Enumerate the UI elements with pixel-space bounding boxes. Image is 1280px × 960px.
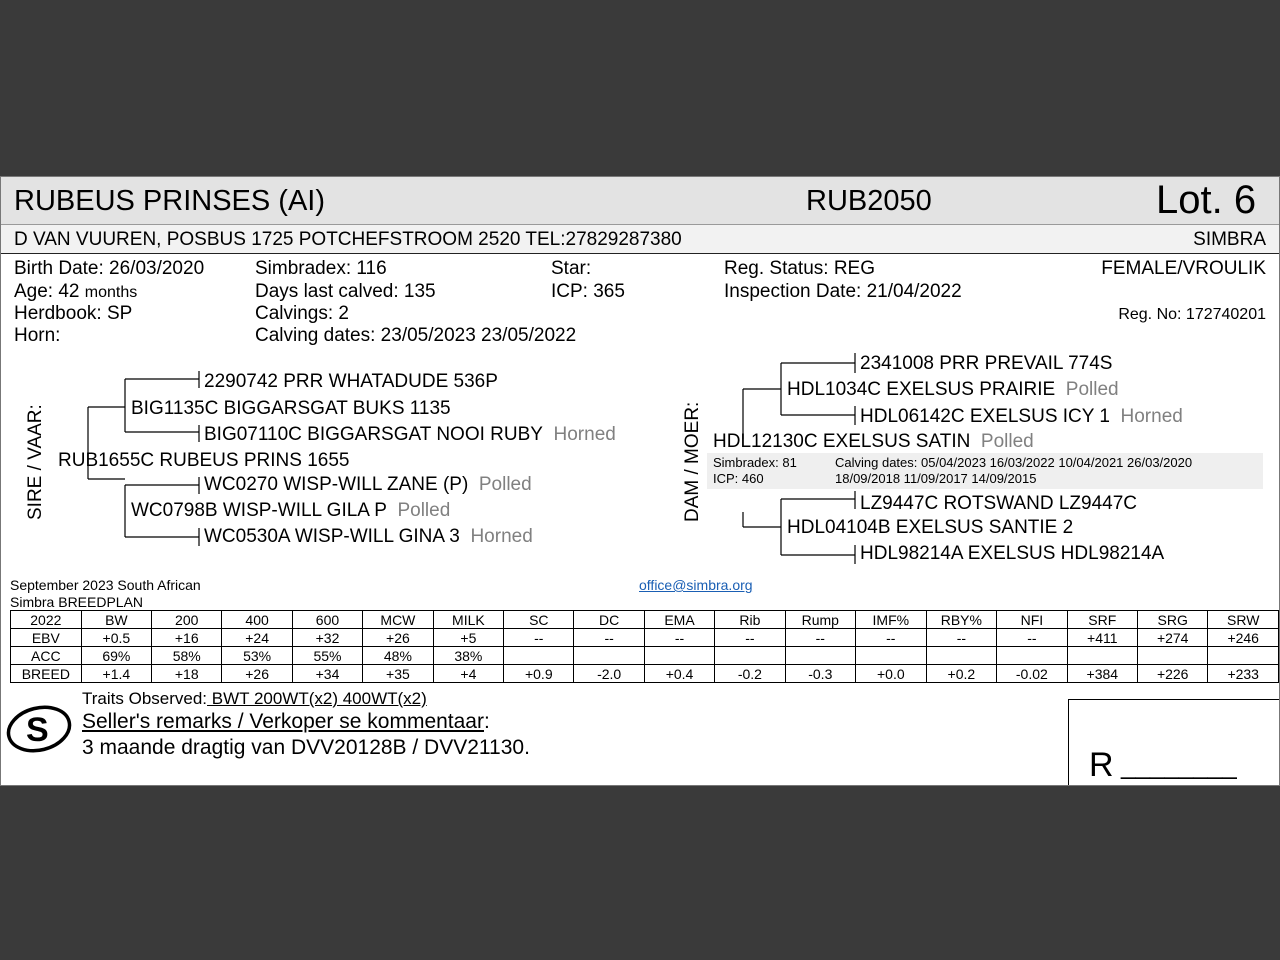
- ebv-cell: +0.2: [926, 665, 997, 683]
- ebv-cell: [856, 647, 927, 665]
- ebv-header-cell: Rib: [715, 611, 785, 629]
- icp: ICP: 365: [551, 281, 625, 302]
- ebv-header-cell: RBY%: [926, 611, 997, 629]
- ebv-cell: +0.9: [504, 665, 574, 683]
- ebv-header-cell: NFI: [997, 611, 1067, 629]
- ebv-cell: +0.4: [644, 665, 714, 683]
- ebv-header-cell: SRW: [1208, 611, 1279, 629]
- ebv-cell: -0.3: [785, 665, 856, 683]
- ebv-cell: [574, 647, 644, 665]
- ebv-cell: +16: [152, 629, 222, 647]
- ebv-cell: [1208, 647, 1279, 665]
- sire-dam-sire: WC0270 WISP-WILL ZANE (P) Polled: [204, 474, 532, 495]
- dam-dam-dam: HDL98214A EXELSUS HDL98214A: [860, 543, 1165, 564]
- ebv-cell: --: [785, 629, 856, 647]
- dam-simbradex: Simbradex: 81: [713, 455, 797, 470]
- ebv-cell: --: [574, 629, 644, 647]
- sire-sire-dam: BIG07110C BIGGARSGAT NOOI RUBY Horned: [204, 424, 616, 445]
- sire-label: SIRE / VAAR:: [25, 404, 46, 520]
- animal-code: RUB2050: [806, 185, 932, 217]
- sire-sire-sire: 2290742 PRR WHATADUDE 536P: [204, 371, 498, 392]
- ebv-cell: +384: [1067, 665, 1137, 683]
- ebv-header-cell: MCW: [363, 611, 433, 629]
- sire: RUB1655C RUBEUS PRINS 1655: [58, 450, 350, 471]
- ebv-cell: 38%: [433, 647, 503, 665]
- simbra-logo-icon: [3, 701, 73, 757]
- price-blank: ________: [1121, 750, 1237, 780]
- breed-name: SIMBRA: [1193, 229, 1266, 250]
- traits-observed: Traits Observed: BWT 200WT(x2) 400WT(x2): [82, 689, 427, 708]
- ebv-cell: +246: [1208, 629, 1279, 647]
- remarks-label: Seller's remarks / Verkoper se kommentaar:: [82, 710, 490, 733]
- ebv-cell: +26: [222, 665, 292, 683]
- ebv-cell: --: [715, 629, 785, 647]
- acc-row: [11, 647, 1279, 665]
- dam-calving-dates: Calving dates: 05/04/2023 16/03/2022 10/04/2021 26/03/2020: [835, 455, 1193, 470]
- ebv-cell: [644, 647, 714, 665]
- ebv-cell: +1.4: [81, 665, 151, 683]
- sire-dam-dam: WC0530A WISP-WILL GINA 3 Horned: [204, 526, 533, 547]
- breeder-address: D VAN VUUREN, POSBUS 1725 POTCHEFSTROOM 2520 TEL:27829287380: [14, 229, 682, 250]
- ebv-cell: +233: [1208, 665, 1279, 683]
- breed-avg-row: [11, 665, 1279, 683]
- calvings: Calvings: 2: [255, 303, 349, 324]
- ebv-cell: --: [856, 629, 927, 647]
- sex: FEMALE/VROULIK: [1101, 258, 1266, 279]
- ebv-header-cell: DC: [574, 611, 644, 629]
- reg-status: Reg. Status: REG: [724, 258, 876, 279]
- sire-dam: WC0798B WISP-WILL GILA P Polled: [131, 500, 451, 521]
- ebv-cell: 55%: [292, 647, 362, 665]
- sire-sire: BIG1135C BIGGARSGAT BUKS 1135: [131, 398, 451, 419]
- lot-number: Lot. 6: [1156, 178, 1257, 222]
- animal-name: RUBEUS PRINSES (AI): [14, 185, 325, 217]
- lot-card: [0, 176, 1280, 786]
- dam-dam: HDL04104B EXELSUS SANTIE 2: [787, 517, 1074, 538]
- ebv-cell: +0.0: [856, 665, 927, 683]
- ebv-cell: 53%: [222, 647, 292, 665]
- ebv-header-cell: BW: [81, 611, 151, 629]
- ebv-table: [10, 610, 1279, 683]
- breedplan-title: September 2023 South African: [10, 577, 201, 593]
- herdbook: Herdbook: SP: [14, 303, 133, 324]
- ebv-header-cell: MILK: [433, 611, 503, 629]
- remarks-text: 3 maande dragtig van DVV20128B / DVV21130.: [82, 736, 530, 759]
- ebv-cell: +226: [1138, 665, 1208, 683]
- ebv-cell: [997, 647, 1067, 665]
- age: Age: 42 months: [14, 281, 138, 302]
- simbradex: Simbradex: 116: [255, 258, 387, 279]
- ebv-header-cell: 200: [152, 611, 222, 629]
- ebv-header-cell: IMF%: [856, 611, 927, 629]
- horn-status: Horn:: [14, 325, 61, 346]
- dam-stats-box: [707, 453, 1263, 489]
- ebv-cell: [785, 647, 856, 665]
- ebv-header-row: [11, 611, 1279, 629]
- inspection-date: Inspection Date: 21/04/2022: [724, 281, 962, 302]
- ebv-cell: --: [926, 629, 997, 647]
- ebv-cell: +4: [433, 665, 503, 683]
- dam-dam-sire: LZ9447C ROTSWAND LZ9447C: [860, 493, 1138, 514]
- ebv-cell: --: [644, 629, 714, 647]
- ebv-cell: +34: [292, 665, 362, 683]
- ebv-row: [11, 629, 1279, 647]
- dam-sire: HDL1034C EXELSUS PRAIRIE Polled: [787, 379, 1119, 400]
- days-last-calved: Days last calved: 135: [255, 281, 436, 302]
- ebv-cell: +411: [1067, 629, 1137, 647]
- dam-icp: ICP: 460: [713, 471, 764, 486]
- dam-sire-sire: 2341008 PRR PREVAIL 774S: [860, 353, 1113, 374]
- ebv-cell: +5: [433, 629, 503, 647]
- ebv-cell: 48%: [363, 647, 433, 665]
- ebv-cell: [504, 647, 574, 665]
- ebv-cell: -0.2: [715, 665, 785, 683]
- ebv-header-cell: SRF: [1067, 611, 1137, 629]
- ebv-cell: EBV: [11, 629, 82, 647]
- dam-label: DAM / MOER:: [682, 401, 703, 522]
- ebv-cell: 58%: [152, 647, 222, 665]
- ebv-cell: [1138, 647, 1208, 665]
- ebv-cell: [715, 647, 785, 665]
- email-link[interactable]: office@simbra.org: [639, 577, 753, 593]
- ebv-header-cell: 2022: [11, 611, 82, 629]
- ebv-cell: [926, 647, 997, 665]
- ebv-cell: +0.5: [81, 629, 151, 647]
- calving-dates: Calving dates: 23/05/2023 23/05/2022: [255, 325, 577, 346]
- ebv-cell: +26: [363, 629, 433, 647]
- dam: HDL12130C EXELSUS SATIN Polled: [713, 431, 1034, 452]
- dam-calving-dates-cont: 18/09/2018 11/09/2017 14/09/2015: [835, 471, 1037, 486]
- ebv-cell: ACC: [11, 647, 82, 665]
- ebv-header-cell: SRG: [1138, 611, 1208, 629]
- ebv-cell: [1067, 647, 1137, 665]
- price-currency: R: [1089, 746, 1114, 784]
- ebv-cell: +274: [1138, 629, 1208, 647]
- ebv-cell: --: [504, 629, 574, 647]
- ebv-cell: -0.02: [997, 665, 1067, 683]
- ebv-cell: --: [997, 629, 1067, 647]
- dam-sire-dam: HDL06142C EXELSUS ICY 1 Horned: [860, 406, 1183, 427]
- reg-number: Reg. No: 172740201: [1118, 306, 1266, 323]
- ebv-cell: -2.0: [574, 665, 644, 683]
- birth-date: Birth Date: 26/03/2020: [14, 258, 205, 279]
- breedplan-subtitle: Simbra BREEDPLAN: [10, 594, 144, 610]
- ebv-header-cell: 600: [292, 611, 362, 629]
- ebv-header-cell: EMA: [644, 611, 714, 629]
- ebv-cell: +32: [292, 629, 362, 647]
- star-rating: Star:: [551, 258, 592, 279]
- ebv-cell: BREED: [11, 665, 82, 683]
- ebv-header-cell: SC: [504, 611, 574, 629]
- ebv-header-cell: 400: [222, 611, 292, 629]
- ebv-header-cell: Rump: [785, 611, 856, 629]
- ebv-cell: +35: [363, 665, 433, 683]
- ebv-cell: +24: [222, 629, 292, 647]
- price-box: [1068, 699, 1280, 786]
- svg-text:S: S: [26, 711, 49, 749]
- ebv-cell: 69%: [81, 647, 151, 665]
- ebv-cell: +18: [152, 665, 222, 683]
